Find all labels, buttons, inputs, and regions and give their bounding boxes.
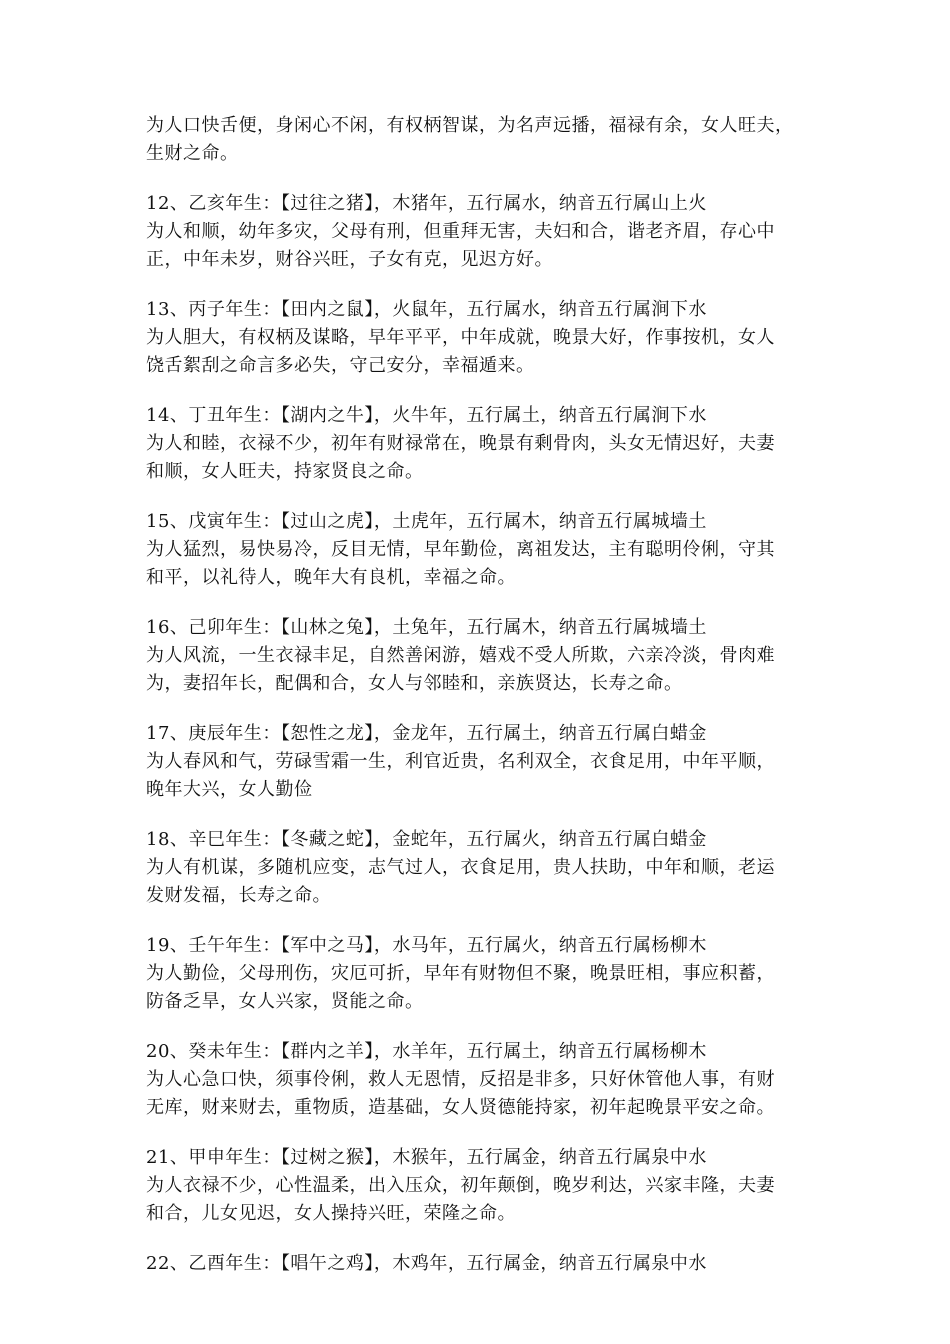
entry-line: 为人勤俭，父母刑伤，灾厄可折，早年有财物但不聚，晚景旺相，事应积蓄， <box>146 963 775 984</box>
entry-line: 为人猛烈，易快易冷，反目无情，早年勤俭，离祖发达，主有聪明伶俐，守其 <box>146 539 775 560</box>
entry-heading: 16、己卯年生：【山林之兔】，土兔年，五行属木，纳音五行属城墙土 <box>146 617 707 638</box>
entry-line: 正，中年未岁，财谷兴旺，子女有克，见迟方好。 <box>146 249 553 270</box>
entry-line: 为人风流，一生衣禄丰足，自然善闲游，嬉戏不受人所欺，六亲冷淡，骨肉难 <box>146 645 775 666</box>
entry-heading: 18、辛巳年生：【冬藏之蛇】，金蛇年，五行属火，纳音五行属白蜡金 <box>146 829 707 850</box>
entry-line: 饶舌絮刮之命言多必失，守己安分，幸福遁来。 <box>146 355 535 376</box>
entry-heading: 22、乙酉年生：【唱午之鸡】，木鸡年，五行属金，纳音五行属泉中水 <box>146 1253 707 1274</box>
entry-heading: 17、庚辰年生：【恕性之龙】，金龙年，五行属土，纳音五行属白蜡金 <box>146 723 707 744</box>
entry-heading: 12、乙亥年生：【过往之猪】，木猪年，五行属水，纳音五行属山上火 <box>146 193 707 214</box>
entry-line: 防备乏旱，女人兴家，贤能之命。 <box>146 991 424 1012</box>
entry-line: 和合，儿女见迟，女人操持兴旺，荣隆之命。 <box>146 1203 516 1224</box>
entry-line: 无库，财来财去，重物质，造基础，女人贤德能持家，初年起晚景平安之命。 <box>146 1097 775 1118</box>
entry-line: 和顺，女人旺夫，持家贤良之命。 <box>146 461 424 482</box>
entry-line: 为人和顺，幼年多灾，父母有刑，但重拜无害，夫妇和合，谐老齐眉，存心中 <box>146 221 775 242</box>
entry-line: 为人胆大，有权柄及谋略，早年平平，中年成就，晚景大好，作事按机，女人 <box>146 327 775 348</box>
entry-line: 为人有机谋，多随机应变，志气过人，衣食足用，贵人扶助，中年和顺，老运 <box>146 857 775 878</box>
entry-line: 为人和睦，衣禄不少，初年有财禄常在，晚景有剩骨肉，头女无情迟好，夫妻 <box>146 433 775 454</box>
entry-line: 为，妻招年长，配偶和合，女人与邻睦和，亲族贤达，长寿之命。 <box>146 673 683 694</box>
entry-line: 为人心急口快，须事伶俐，救人无恩情，反招是非多，只好休管他人事，有财 <box>146 1069 775 1090</box>
entry-line: 为人衣禄不少，心性温柔，出入压众，初年颠倒，晚岁利达，兴家丰隆，夫妻 <box>146 1175 775 1196</box>
entry-heading: 19、壬午年生：【军中之马】，水马年，五行属火，纳音五行属杨柳木 <box>146 935 707 956</box>
entry-line: 为人春风和气，劳碌雪霜一生，利官近贵，名利双全，衣食足用，中年平顺， <box>146 751 775 772</box>
entry-line: 晚年大兴，女人勤俭 <box>146 779 313 800</box>
entry-heading: 15、戊寅年生：【过山之虎】，土虎年，五行属木，纳音五行属城墙土 <box>146 511 707 532</box>
intro-line: 为人口快舌便，身闲心不闲，有权柄智谋，为名声远播，福禄有余，女人旺夫， <box>146 115 794 136</box>
entry-line: 和平，以礼待人，晚年大有良机，幸福之命。 <box>146 567 516 588</box>
document-body <box>146 112 810 1278</box>
entry-heading: 21、甲申年生：【过树之猴】，木猴年，五行属金，纳音五行属泉中水 <box>146 1147 707 1168</box>
intro-line: 生财之命。 <box>146 143 239 164</box>
entry-heading: 13、丙子年生：【田内之鼠】，火鼠年，五行属水，纳音五行属涧下水 <box>146 299 707 320</box>
entry-line: 发财发福，长寿之命。 <box>146 885 331 906</box>
entry-heading: 20、癸未年生：【群内之羊】，水羊年，五行属土，纳音五行属杨柳木 <box>146 1041 707 1062</box>
entry-heading: 14、丁丑年生：【湖内之牛】，火牛年，五行属土，纳音五行属涧下水 <box>146 405 707 426</box>
